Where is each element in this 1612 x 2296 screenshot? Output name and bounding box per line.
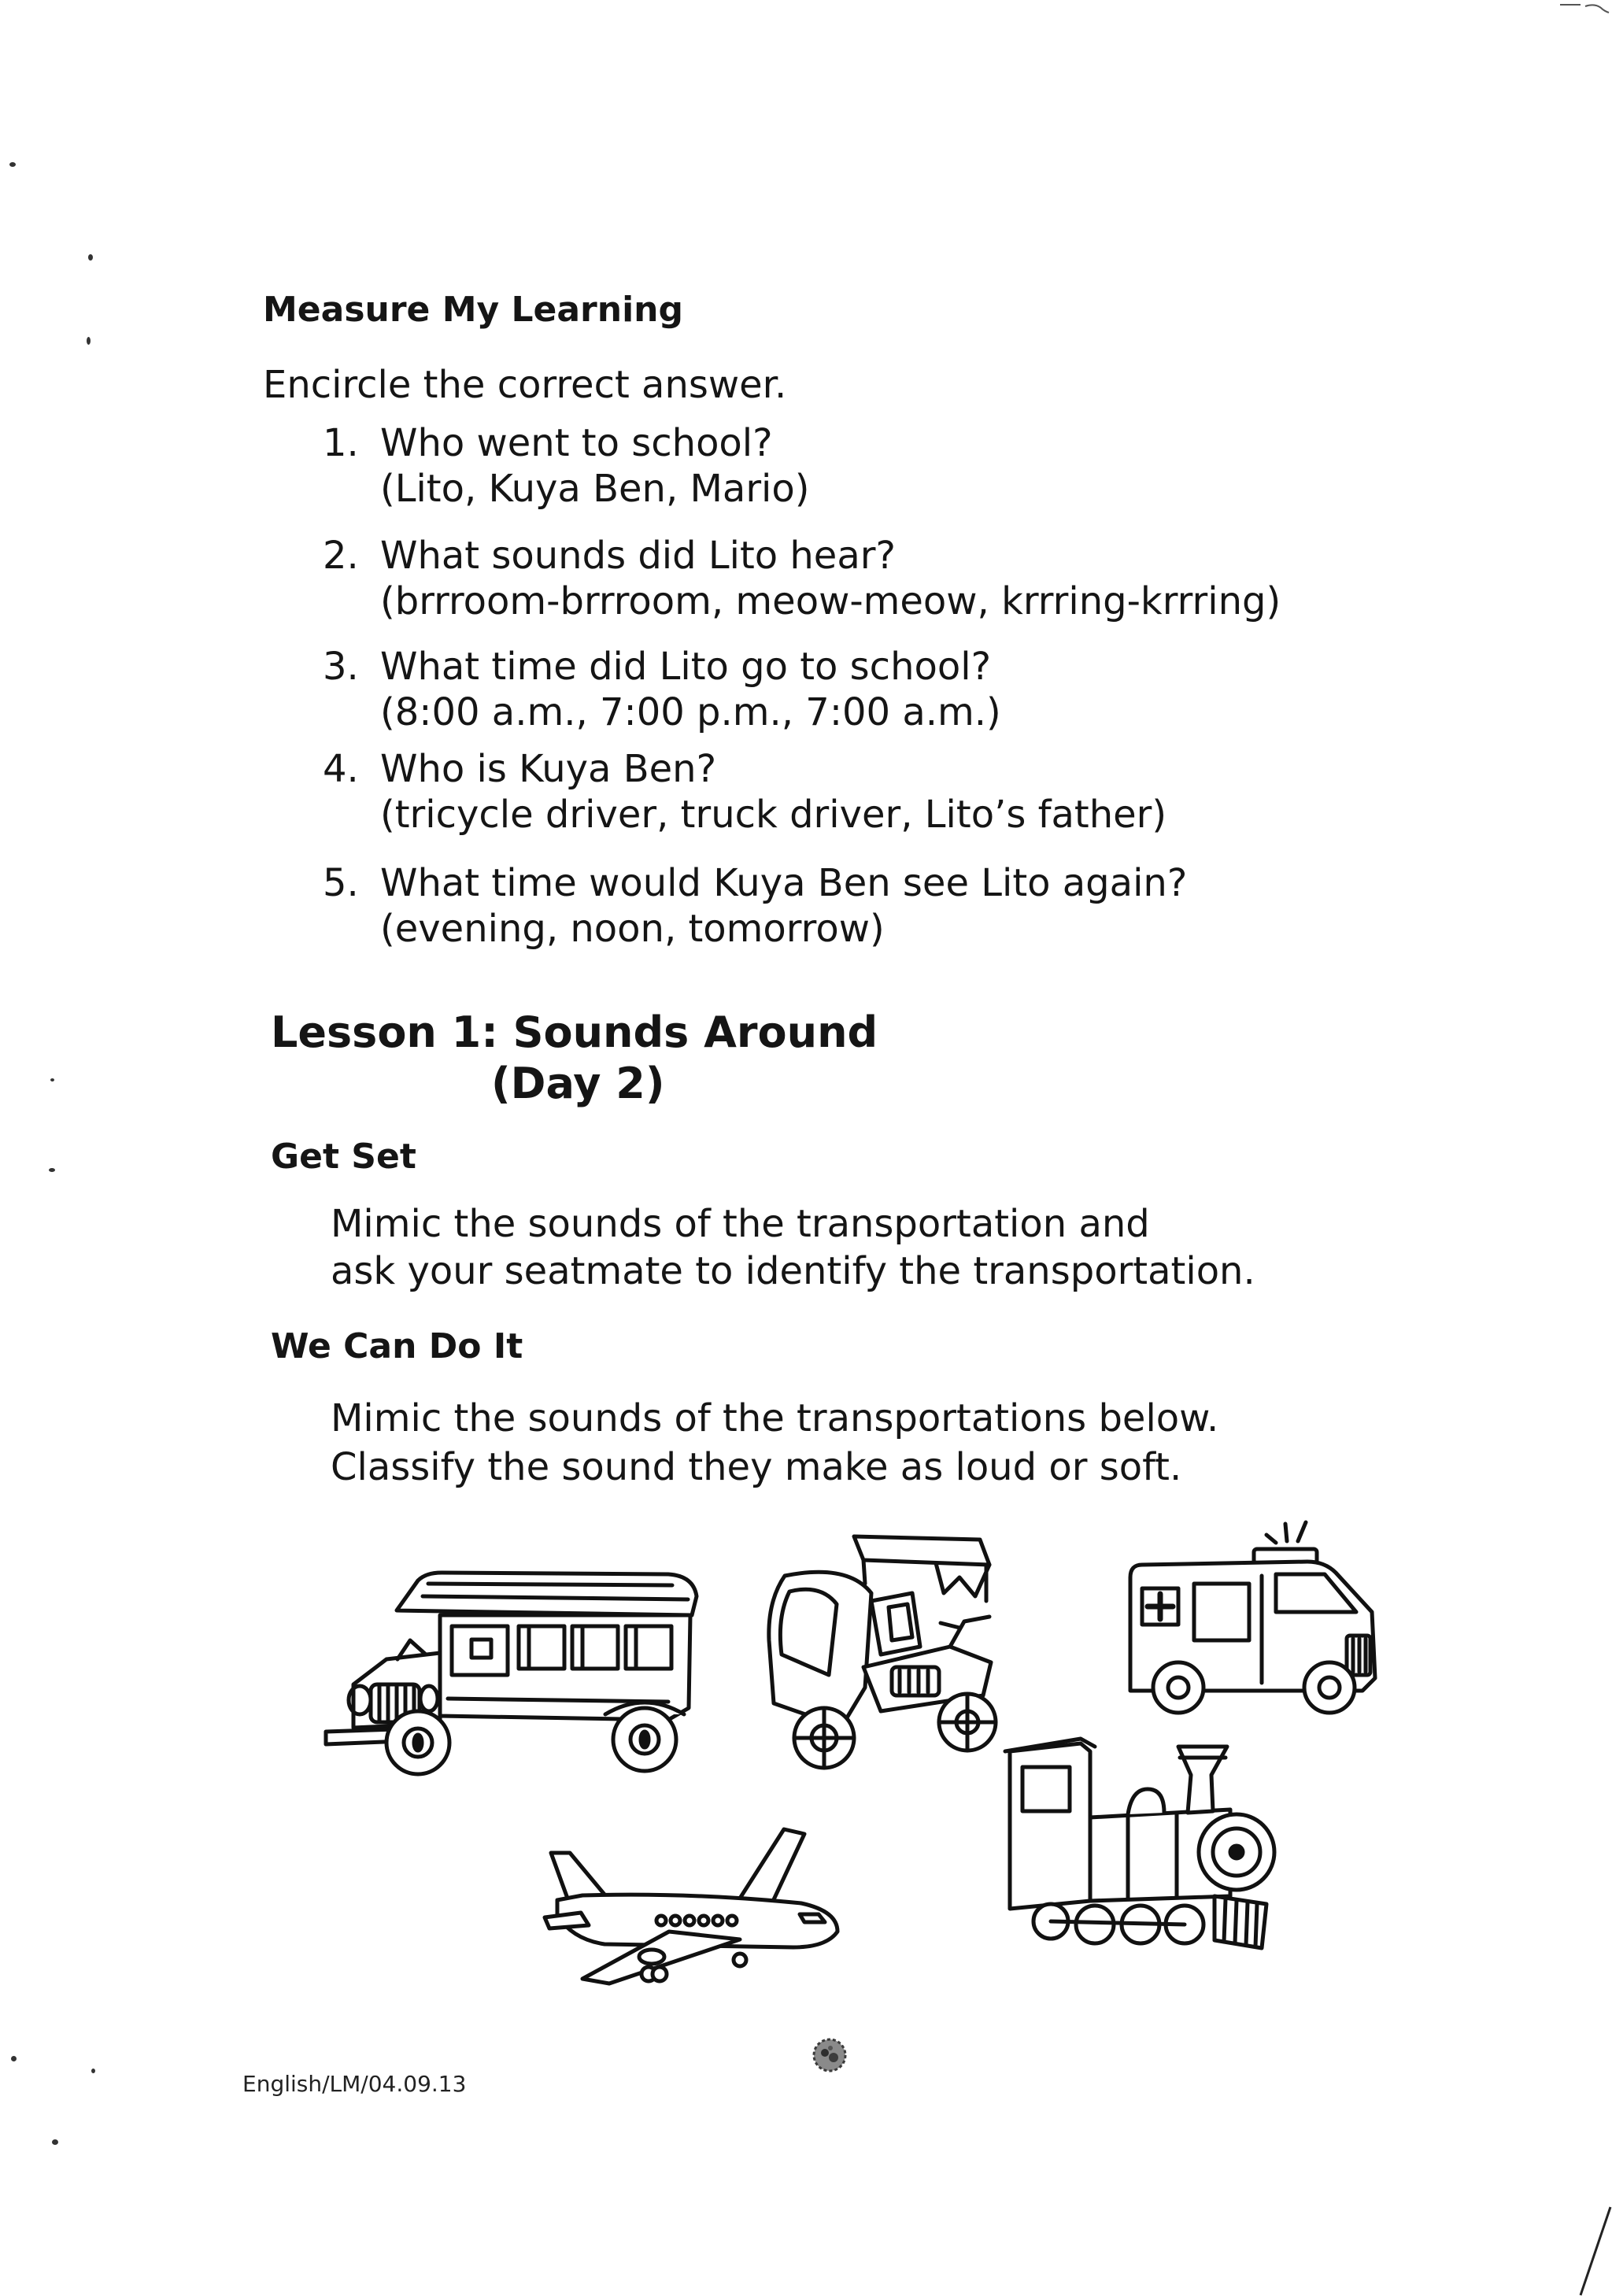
question-item bbox=[0, 644, 1496, 738]
get-set-paragraph bbox=[331, 1200, 1255, 1295]
question-item bbox=[0, 860, 1496, 955]
page-number-seal bbox=[812, 2037, 848, 2073]
scan-speck bbox=[11, 2056, 17, 2061]
scan-speck bbox=[49, 1168, 55, 1172]
scan-speck bbox=[88, 254, 93, 261]
scan-speck bbox=[50, 1078, 54, 1081]
question-text: Who is Kuya Ben? bbox=[380, 747, 717, 791]
question-body bbox=[380, 746, 1166, 837]
we-can-do-it-paragraph bbox=[331, 1394, 1218, 1492]
scan-speck bbox=[87, 337, 91, 345]
question-body bbox=[380, 644, 1001, 735]
question-body bbox=[380, 533, 1281, 624]
question-choices: (Lito, Kuya Ben, Mario) bbox=[380, 467, 810, 511]
measure-instruction: Encircle the correct answer. bbox=[263, 363, 787, 407]
we-can-do-it-heading: We Can Do It bbox=[271, 1326, 523, 1366]
question-text: What time would Kuya Ben see Lito again? bbox=[380, 861, 1188, 905]
question-number: 1. bbox=[323, 421, 359, 465]
footer-code: English/LM/04.09.13 bbox=[242, 2071, 467, 2097]
get-set-heading: Get Set bbox=[271, 1137, 416, 1177]
scan-speck bbox=[9, 162, 16, 167]
question-body bbox=[380, 420, 809, 512]
question-text: Who went to school? bbox=[380, 421, 773, 465]
question-number: 5. bbox=[323, 861, 359, 905]
airplane-icon bbox=[534, 1814, 841, 1989]
question-item bbox=[0, 420, 1496, 515]
we-can-do-it-line: Classify the sound they make as loud or soft. bbox=[331, 1445, 1182, 1489]
measure-heading: Measure My Learning bbox=[263, 290, 683, 330]
question-number: 4. bbox=[323, 747, 359, 791]
ambulance-icon bbox=[1118, 1521, 1389, 1718]
question-item bbox=[0, 533, 1496, 627]
question-choices: (brrroom-brrroom, meow-meow, krrring-krrring) bbox=[380, 579, 1281, 623]
get-set-line: Mimic the sounds of the transportation and bbox=[331, 1202, 1150, 1246]
tricycle-icon bbox=[753, 1529, 1009, 1770]
get-set-line: ask your seatmate to identify the transportation. bbox=[331, 1249, 1255, 1293]
scan-speck bbox=[91, 2069, 95, 2073]
question-text: What sounds did Lito hear? bbox=[380, 534, 896, 578]
scan-speck bbox=[52, 2139, 58, 2145]
question-body bbox=[380, 860, 1187, 952]
lesson-day: (Day 2) bbox=[491, 1059, 665, 1108]
question-number: 3. bbox=[323, 645, 359, 689]
we-can-do-it-line: Mimic the sounds of the transportations below. bbox=[331, 1396, 1219, 1440]
scan-mark-top bbox=[1557, 0, 1612, 19]
question-item bbox=[0, 746, 1496, 841]
question-choices: (tricycle driver, truck driver, Lito’s father) bbox=[380, 793, 1167, 837]
train-icon bbox=[1002, 1726, 1273, 1952]
jeepney-icon bbox=[322, 1565, 715, 1777]
question-choices: (evening, noon, tomorrow) bbox=[380, 907, 885, 951]
question-number: 2. bbox=[323, 534, 359, 578]
lesson-title: Lesson 1: Sounds Around bbox=[271, 1008, 878, 1057]
question-choices: (8:00 a.m., 7:00 p.m., 7:00 a.m.) bbox=[380, 690, 1001, 734]
scan-mark-bottom bbox=[1571, 2204, 1612, 2296]
question-text: What time did Lito go to school? bbox=[380, 645, 992, 689]
